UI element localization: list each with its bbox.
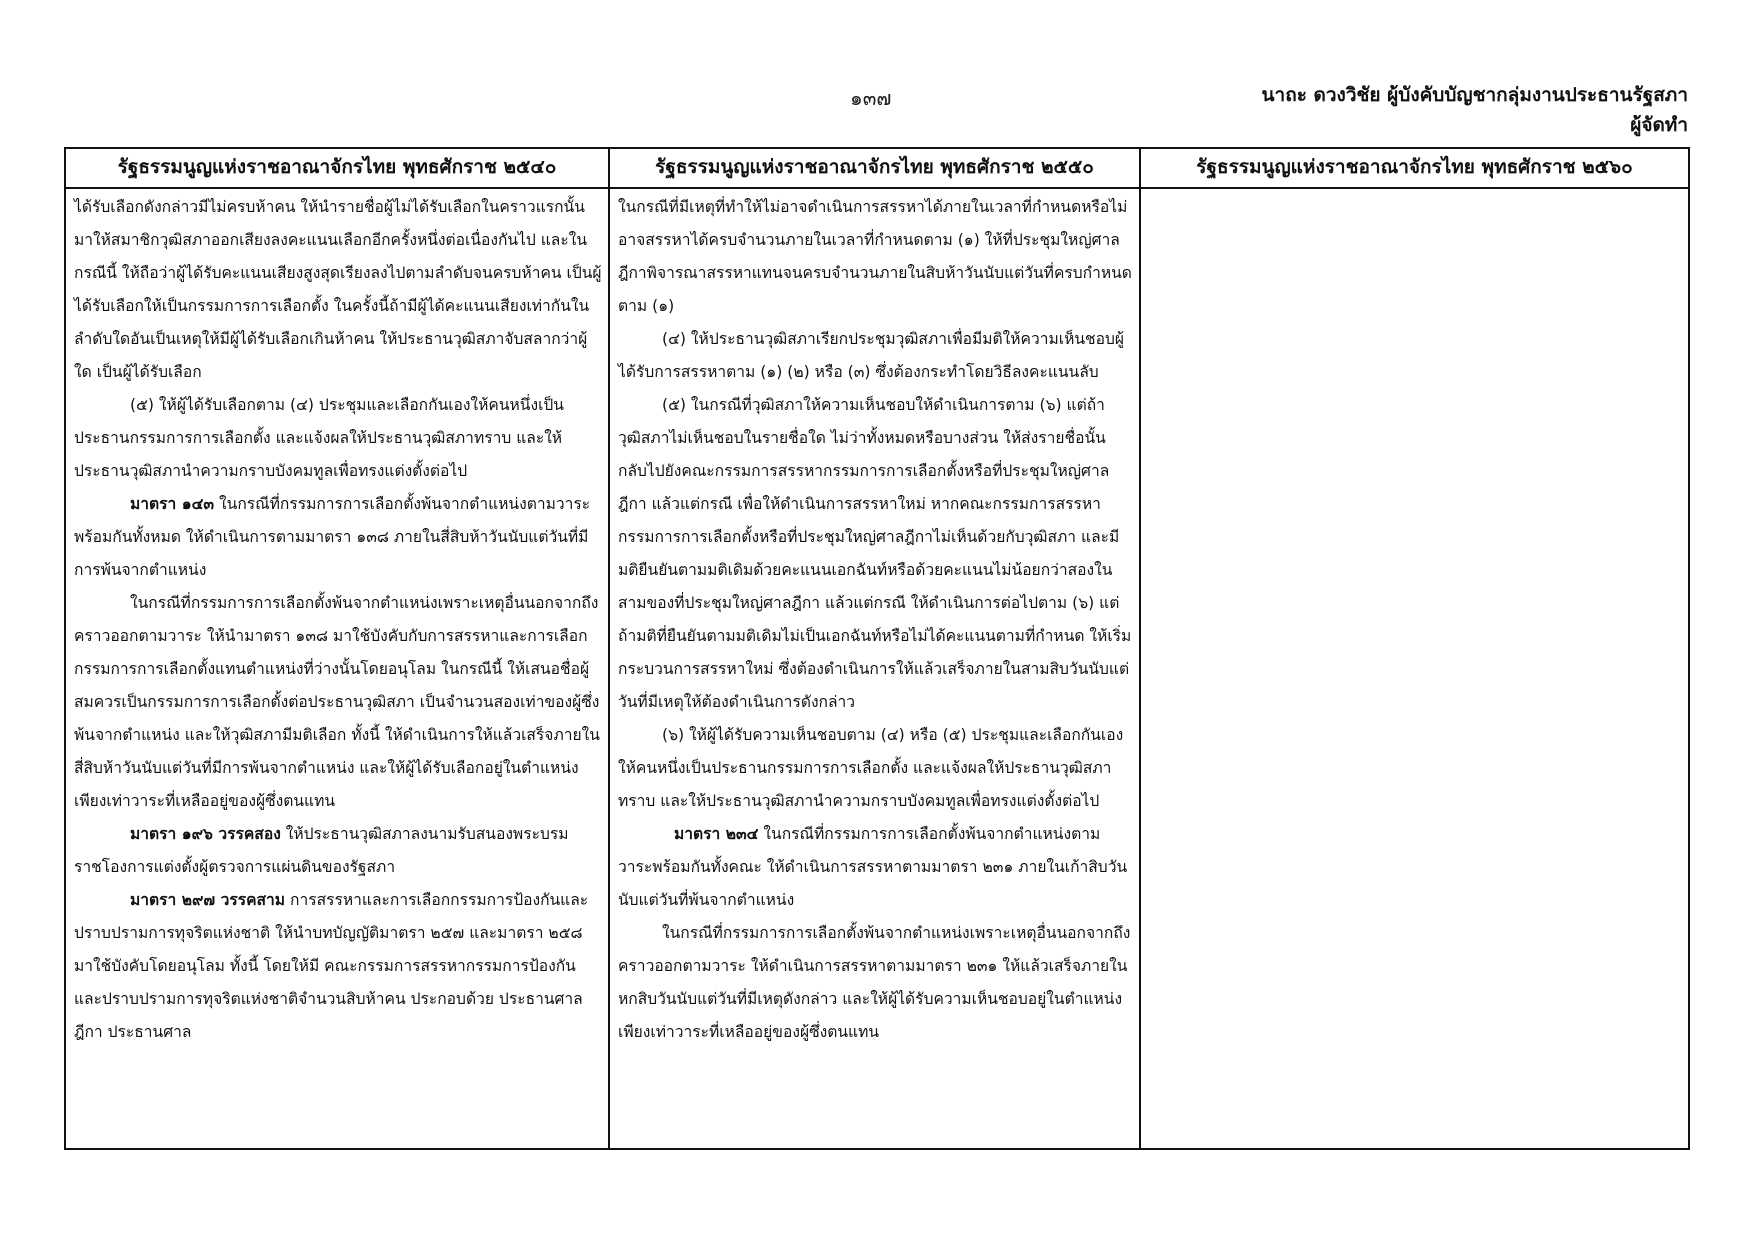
column-header-2540: รัฐธรรมนูญแห่งราชอาณาจักรไทย พุทธศักราช ๒๕๔๐	[65, 148, 609, 188]
paragraph: ในกรณีที่มีเหตุที่ทำให้ไม่อาจดำเนินการสรรหาได้ภายในเวลาที่กำหนดหรือไม่อาจสรรหาได้ครบจำนวนภายในเวลาที่กำหนดตาม (๑) ให้ที่ประชุมใหญ่ศาลฎีกาพิจารณาสรรหาแทนจนครบจำนวนภายในสิบห้าวันนับแต่วันที่ครบกำหนดตาม (๑)	[618, 198, 1132, 315]
paragraph: (๔) ให้ประธานวุฒิสภาเรียกประชุมวุฒิสภาเพื่อมีมติให้ความเห็นชอบผู้ได้รับการสรรหาตาม (๑) (๒) หรือ (๓) ซึ่งต้องกระทำโดยวิธีลงคะแนนลับ	[618, 330, 1125, 381]
section-text: ให้ประธานวุฒิสภาลงนามรับสนองพระบรมราชโองการแต่งตั้งผู้ตรวจการแผ่นดินของรัฐสภา	[74, 825, 569, 876]
table-header-row	[65, 148, 1689, 188]
section-paragraph	[618, 818, 1133, 917]
page-number: ๑๓๗	[850, 86, 892, 110]
table-row	[65, 188, 1689, 1149]
section-paragraph	[74, 884, 602, 1049]
paragraph: (๕) ให้ผู้ได้รับเลือกตาม (๔) ประชุมและเลือกกันเองให้คนหนึ่งเป็นประธานกรรมการการเลือกตั้ง และแจ้งผลให้ประธานวุฒิสภาทราบ และให้ประธานวุฒิสภานำความกราบบังคมทูลเพื่อทรงแต่งตั้งต่อไป	[74, 396, 564, 480]
author-name: นาถะ ดวงวิชัย ผู้บังคับบัญชากลุ่มงานประธานรัฐสภา	[1261, 84, 1688, 106]
paragraph: (๕) ในกรณีที่วุฒิสภาให้ความเห็นชอบให้ดำเนินการตาม (๖) แต่ถ้าวุฒิสภาไม่เห็นชอบในรายชื่อใด ไม่ว่าทั้งหมดหรือบางส่วน ให้ส่งรายชื่อนั้นกลับไปยังคณะกรรมการสรรหากรรมการการเลือกตั้งหรือที่ประชุมใหญ่ศาลฎีกา แล้วแต่กรณี เพื่อให้ดำเนินการสรรหาใหม่ หากคณะกรรมการสรรหากรรมการการเลือกตั้งหรือที่ประชุมใหญ่ศาลฎีกาไม่เห็นด้วยกับวุฒิสภา และมีมติยืนยันตามมติเดิมด้วยคะแนนเอกฉันท์หรือด้วยคะแนนไม่น้อยกว่าสองในสามของที่ประชุมใหญ่ศาลฎีกา แล้วแต่กรณี ให้ดำเนินการต่อไปตาม (๖) แต่ถ้ามติที่ยืนยันตามมติเดิมไม่เป็นเอกฉันท์หรือไม่ได้คะแนนตามที่กำหนด ให้เริ่มกระบวนการสรรหาใหม่ ซึ่งต้องดำเนินการให้แล้วเสร็จภายในสามสิบวันนับแต่วันที่มีเหตุให้ต้องดำเนินการดังกล่าว	[618, 396, 1132, 711]
section-text: ในกรณีที่กรรมการการเลือกตั้งพ้นจากตำแหน่งตามวาระพร้อมกันทั้งคณะ ให้ดำเนินการสรรหาตามมาตรา ๒๓๑ ภายในเก้าสิบวันนับแต่วันที่พ้นจากตำแหน่ง	[618, 825, 1128, 909]
section-heading: มาตรา ๑๔๓	[130, 495, 215, 513]
section-paragraph	[74, 488, 602, 587]
comparison-table	[64, 147, 1690, 1150]
section-heading: มาตรา ๒๓๔	[674, 825, 759, 843]
section-text: การสรรหาและการเลือกกรรมการป้องกันและปราบปรามการทุจริตแห่งชาติ ให้นำบทบัญญัติมาตรา ๒๕๗ และมาตรา ๒๕๘ มาใช้บังคับโดยอนุโลม ทั้งนี้ โดยให้มี คณะกรรมการสรรหากรรมการป้องกันและปราบปรามการทุจริตแห่งชาติจำนวนสิบห้าคน ประกอบด้วย ประธานศาลฎีกา ประธานศาล	[74, 891, 589, 1041]
section-text: ในกรณีที่กรรมการการเลือกตั้งพ้นจากตำแหน่งตามวาระพร้อมกันทั้งหมด ให้ดำเนินการตามมาตรา ๑๓๘ ภายในสี่สิบห้าวันนับแต่วันที่มีการพ้นจากตำแหน่ง	[74, 495, 591, 579]
author-block	[1262, 80, 1688, 140]
section-paragraph	[74, 818, 602, 884]
column-2540-content	[65, 188, 609, 1149]
section-heading: มาตรา ๒๙๗ วรรคสาม	[130, 891, 286, 909]
paragraph: (๖) ให้ผู้ได้รับความเห็นชอบตาม (๔) หรือ (๕) ประชุมและเลือกกันเองให้คนหนึ่งเป็นประธานกรรมการการเลือกตั้ง และแจ้งผลให้ประธานวุฒิสภาทราบ และให้ประธานวุฒิสภานำความกราบบังคมทูลเพื่อทรงแต่งตั้งต่อไป	[618, 726, 1124, 810]
paragraph: ได้รับเลือกดังกล่าวมีไม่ครบห้าคน ให้นำรายชื่อผู้ไม่ได้รับเลือกในคราวแรกนั้นมาให้สมาชิกวุฒิสภาออกเสียงลงคะแนนเลือกอีกครั้งหนึ่งต่อเนื่องกันไป และในกรณีนี้ ให้ถือว่าผู้ได้รับคะแนนเสียงสูงสุดเรียงลงไปตามลำดับจนครบห้าคน เป็นผู้ได้รับเลือกให้เป็นกรรมการการเลือกตั้ง ในครั้งนี้ถ้ามีผู้ได้คะแนนเสียงเท่ากันในลำดับใดอันเป็นเหตุให้มีผู้ได้รับเลือกเกินห้าคน ให้ประธานวุฒิสภาจับสลากว่าผู้ใด เป็นผู้ได้รับเลือก	[74, 198, 602, 381]
column-header-2550: รัฐธรรมนูญแห่งราชอาณาจักรไทย พุทธศักราช ๒๕๕๐	[609, 148, 1140, 188]
column-header-2560: รัฐธรรมนูญแห่งราชอาณาจักรไทย พุทธศักราช ๒๕๖๐	[1140, 148, 1689, 188]
paragraph: ในกรณีที่กรรมการการเลือกตั้งพ้นจากตำแหน่งเพราะเหตุอื่นนอกจากถึงคราวออกตามวาระ ให้นำมาตรา ๑๓๘ มาใช้บังคับกับการสรรหาและการเลือกกรรมการการเลือกตั้งแทนตำแหน่งที่ว่างนั้นโดยอนุโลม ในกรณีนี้ ให้เสนอชื่อผู้สมควรเป็นกรรมการการเลือกตั้งต่อประธานวุฒิสภา เป็นจำนวนสองเท่าของผู้ซึ่งพ้นจากตำแหน่ง และให้วุฒิสภามีมติเลือก ทั้งนี้ ให้ดำเนินการให้แล้วเสร็จภายในสี่สิบห้าวันนับแต่วันที่มีการพ้นจากตำแหน่ง และให้ผู้ได้รับเลือกอยู่ในตำแหน่งเพียงเท่าวาระที่เหลืออยู่ของผู้ซึ่งตนแทน	[74, 594, 600, 810]
author-role: ผู้จัดทำ	[1630, 114, 1688, 136]
section-heading: มาตรา ๑๙๖ วรรคสอง	[130, 825, 281, 843]
column-2560-content	[1140, 188, 1689, 1149]
column-2550-content	[609, 188, 1140, 1149]
paragraph: ในกรณีที่กรรมการการเลือกตั้งพ้นจากตำแหน่งเพราะเหตุอื่นนอกจากถึงคราวออกตามวาระ ให้ดำเนินการสรรหาตามมาตรา ๒๓๑ ให้แล้วเสร็จภายในหกสิบวันนับแต่วันที่มีเหตุดังกล่าว และให้ผู้ได้รับความเห็นชอบอยู่ในตำแหน่งเพียงเท่าวาระที่เหลืออยู่ของผู้ซึ่งตนแทน	[618, 924, 1131, 1041]
